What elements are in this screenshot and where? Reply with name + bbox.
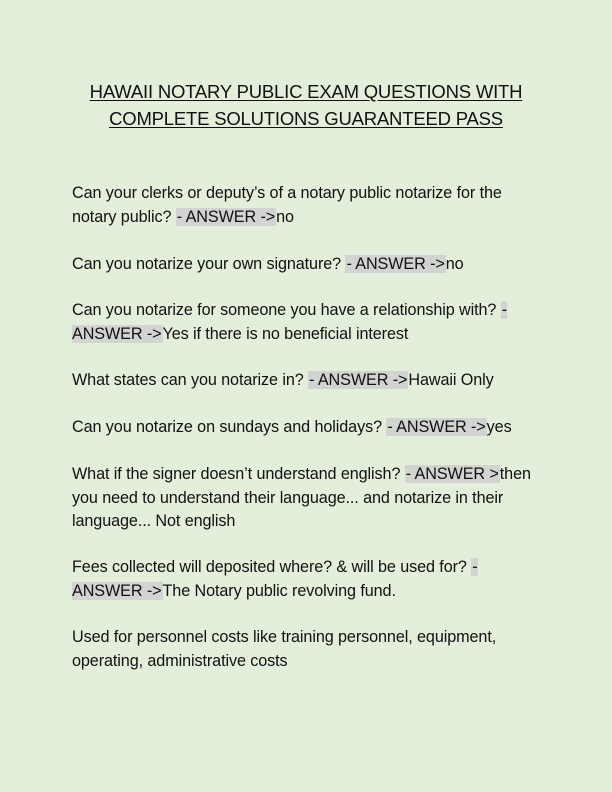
qa-item-4 [72,369,542,393]
question-text: Can you notarize on sundays and holidays? [72,418,382,436]
answer-continuation: Used for personnel costs like training personnel, equipment, operating, administrative costs [72,628,497,670]
answer-text: no [276,207,294,226]
question-text: Fees collected will deposited where? & will be used for? [72,558,467,576]
title-line-1: HAWAII NOTARY PUBLIC EXAM QUESTIONS WITH [89,81,523,102]
qa-item-7 [72,556,542,603]
answer-text: Yes if there is no beneficial interest [162,324,409,343]
answer-marker: - ANSWER > [405,465,499,483]
title-line-2: COMPLETE SOLUTIONS GUARANTEED PASS [109,108,503,129]
answer-text: yes [486,418,512,436]
answer-marker: - ANSWER -> [176,207,276,226]
answer-marker: - ANSWER -> [387,418,486,436]
answer-text: no [445,255,464,273]
question-text: Can you notarize for someone you have a relationship with? [72,301,497,319]
qa-item-3 [72,299,542,346]
question-text: Can your clerks or deputy’s of a notary public notarize for the notary public? [72,184,502,226]
page-title [0,78,612,132]
answer-text: The Notary public revolving fund. [162,581,396,600]
answer-text: then you need to understand their language... and notarize in their language... Not english [72,465,531,530]
qa-item-5 [72,416,542,440]
answer-marker: - ANSWER -> [72,301,508,343]
question-text: Can you notarize your own signature? [72,255,342,273]
answer-text: Hawaii Only [408,371,494,389]
question-text: What states can you notarize in? [72,371,304,389]
qa-item-2 [72,253,542,277]
answer-marker: - ANSWER -> [72,558,478,600]
qa-item-1 [72,182,542,229]
qa-item-6 [72,463,542,534]
question-text: What if the signer doesn’t understand english? [72,465,401,483]
answer-marker: - ANSWER -> [346,255,445,273]
answer-marker: - ANSWER -> [309,371,408,389]
